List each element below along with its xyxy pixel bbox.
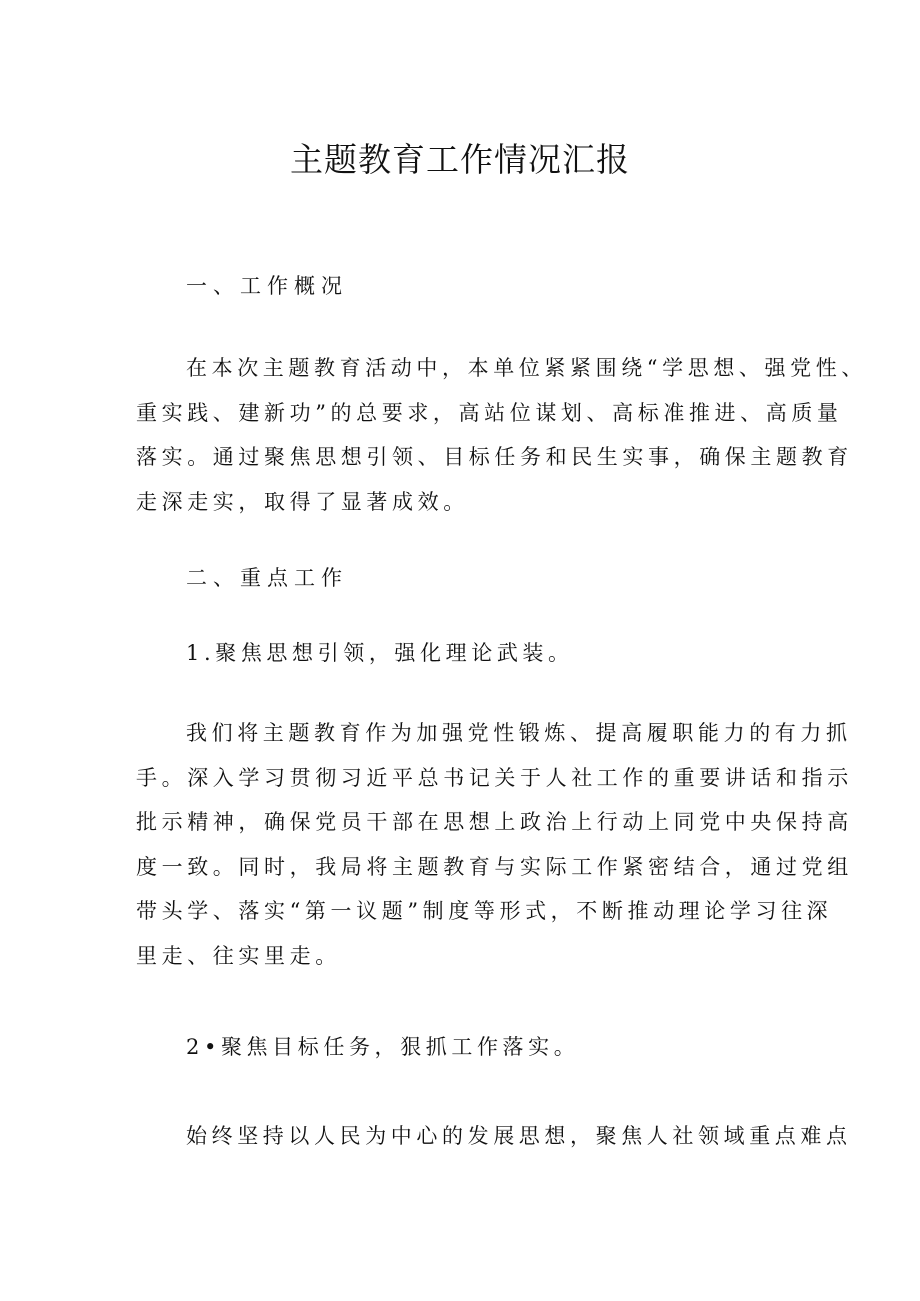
paragraph-item-2 [136,1114,852,1159]
document-title: 主题教育工作情况汇报 [290,140,630,179]
paragraph-item-1 [136,711,853,978]
paragraph-line: 里走、往实里走。 [136,943,341,968]
paragraph-line: 始终坚持以人民为中心的发展思想，聚焦人社领域重点难点 [186,1124,852,1148]
paragraph-line: 批示精神，确保党员干部在思想上政治上行动上同党中央保持高 [136,810,853,834]
item-heading-2: 2•聚焦目标任务，狠抓工作落实。 [186,1035,580,1059]
paragraph-line: 手。深入学习贯彻习近平总书记关于人社工作的重要讲话和指示 [136,765,853,790]
item-heading-1: 1.聚焦思想引领，强化理论武装。 [186,641,574,665]
paragraph-overview [136,346,867,524]
paragraph-line: 度一致。同时，我局将主题教育与实际工作紧密结合，通过党组 [136,854,853,879]
paragraph-line: 重实践、建新功”的总要求，高站位谋划、高标准推进、高质量 [136,400,843,425]
paragraph-line: 我们将主题教育作为加强党性锻炼、提高履职能力的有力抓 [186,721,852,745]
paragraph-line: 带头学、落实“第一议题”制度等形式，不断推动理论学习往深 [136,899,833,923]
section-heading-overview: 一、工作概况 [186,274,348,298]
section-heading-key-work: 二、重点工作 [186,566,348,590]
paragraph-line: 落实。通过聚焦思想引领、目标任务和民生实事，确保主题教育 [136,445,853,469]
paragraph-line: 在本次主题教育活动中，本单位紧紧围绕“学思想、强党性、 [186,356,867,380]
paragraph-line: 走深走实，取得了显著成效。 [136,489,469,514]
